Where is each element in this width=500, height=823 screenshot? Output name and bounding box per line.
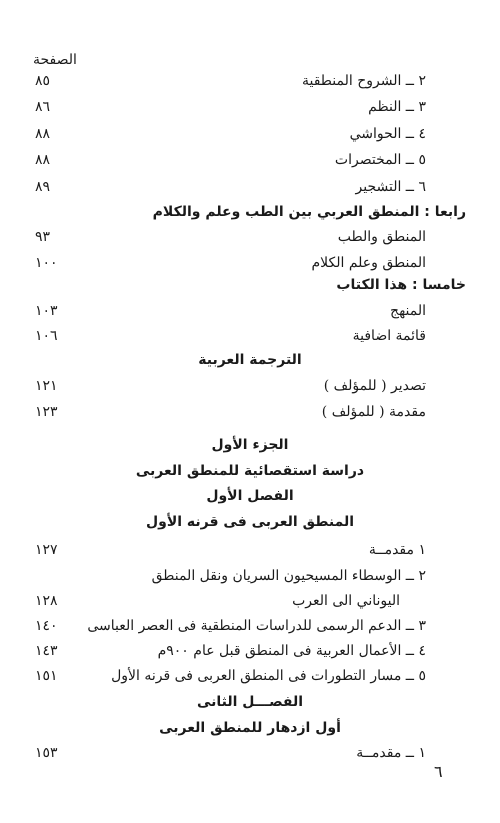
entry-title: المنهج bbox=[390, 303, 426, 319]
toc-entry bbox=[0, 68, 500, 94]
entry-title: قائمة اضافية bbox=[352, 328, 426, 344]
entry-title: ١ ــ مقدمــة bbox=[356, 745, 426, 761]
toc-entry bbox=[0, 147, 500, 173]
toc-entry bbox=[0, 613, 500, 639]
entry-title: ١ مقدمــة bbox=[368, 542, 426, 558]
entry-page: ٩٣ bbox=[35, 229, 51, 245]
entry-page: ١٢٨ bbox=[35, 593, 58, 609]
entry-page: ٨٥ bbox=[35, 73, 51, 89]
toc-entry bbox=[0, 323, 500, 349]
part-heading: الجزء الأول bbox=[211, 437, 289, 453]
entry-page: ٨٨ bbox=[35, 126, 51, 142]
page-column-header: الصفحة bbox=[33, 52, 77, 68]
entry-title: ٥ ــ المختصرات bbox=[334, 152, 426, 168]
chapter-heading: الفصـــل الثانى bbox=[196, 694, 304, 710]
toc-center-heading bbox=[0, 347, 500, 373]
entry-page: ١٠٠ bbox=[35, 255, 58, 271]
entry-page: ١٢١ bbox=[35, 378, 58, 394]
toc-center-heading bbox=[0, 715, 500, 741]
part-subtitle: دراسة استقصائية للمنطق العربى bbox=[135, 463, 365, 479]
entry-title: ٣ ــ النظم bbox=[368, 99, 426, 115]
entry-title: ٢ ــ الوسطاء المسيحيون السريان ونقل المنطق bbox=[151, 568, 426, 584]
entry-page: ١٥٣ bbox=[35, 745, 58, 761]
toc-section-heading bbox=[0, 199, 500, 225]
entry-title: اليوناني الى العرب bbox=[292, 593, 400, 609]
entry-page: ١٤٠ bbox=[35, 618, 58, 634]
toc-entry bbox=[0, 663, 500, 689]
toc-entry bbox=[0, 224, 500, 250]
toc-entry bbox=[0, 638, 500, 664]
entry-page: ١٠٣ bbox=[35, 303, 58, 319]
section-title: رابعا : المنطق العربي بين الطب وعلم والكلام bbox=[152, 204, 466, 220]
entry-title: ٣ ــ الدعم الرسمى للدراسات المنطقية فى العصر العباسى bbox=[87, 618, 426, 634]
toc-center-heading bbox=[0, 458, 500, 484]
entry-page: ٨٩ bbox=[35, 179, 51, 195]
toc-entry bbox=[0, 399, 500, 425]
section-title: خامسا : هذا الكتاب bbox=[336, 277, 466, 293]
center-heading: الترجمة العربية bbox=[198, 352, 302, 368]
entry-title: ٢ ــ الشروح المنطقية bbox=[301, 73, 426, 89]
toc-entry bbox=[0, 373, 500, 399]
toc-center-heading bbox=[0, 432, 500, 458]
entry-page: ١٠٦ bbox=[35, 328, 58, 344]
entry-page: ١٢٣ bbox=[35, 404, 58, 420]
toc-section-heading bbox=[0, 272, 500, 298]
chapter-subtitle: المنطق العربى فى قرنه الأول bbox=[145, 514, 355, 530]
toc-entry bbox=[0, 298, 500, 324]
entry-page: ١٤٣ bbox=[35, 643, 58, 659]
entry-title: المنطق والطب bbox=[337, 229, 426, 245]
toc-entry bbox=[0, 588, 500, 614]
chapter-heading: الفصل الأول bbox=[206, 488, 294, 504]
toc-entry bbox=[0, 121, 500, 147]
toc-center-heading bbox=[0, 483, 500, 509]
entry-title: ٤ ــ الحواشي bbox=[349, 126, 426, 142]
toc-center-heading bbox=[0, 689, 500, 715]
entry-title: تصدير ( للمؤلف ) bbox=[323, 378, 426, 394]
toc-entry bbox=[0, 740, 500, 766]
entry-title: ٤ ــ الأعمال العربية فى المنطق قبل عام ٩٠٠م bbox=[157, 643, 426, 659]
entry-page: ٨٨ bbox=[35, 152, 51, 168]
entry-title: المنطق وعلم الكلام bbox=[311, 255, 426, 271]
toc-entry bbox=[0, 94, 500, 120]
entry-title: ٥ ــ مسار التطورات فى المنطق العربى فى قرنه الأول bbox=[111, 668, 426, 684]
page-number: ٦ bbox=[434, 762, 443, 781]
toc-entry bbox=[0, 563, 500, 589]
entry-title: ٦ ــ التشجير bbox=[355, 179, 426, 195]
chapter-subtitle: أول ازدهار للمنطق العربى bbox=[159, 720, 341, 736]
entry-page: ١٥١ bbox=[35, 668, 58, 684]
toc-entry bbox=[0, 174, 500, 200]
entry-title: مقدمة ( للمؤلف ) bbox=[321, 404, 426, 420]
toc-center-heading bbox=[0, 509, 500, 535]
toc-entry bbox=[0, 537, 500, 563]
entry-page: ٨٦ bbox=[35, 99, 51, 115]
entry-page: ١٢٧ bbox=[35, 542, 58, 558]
